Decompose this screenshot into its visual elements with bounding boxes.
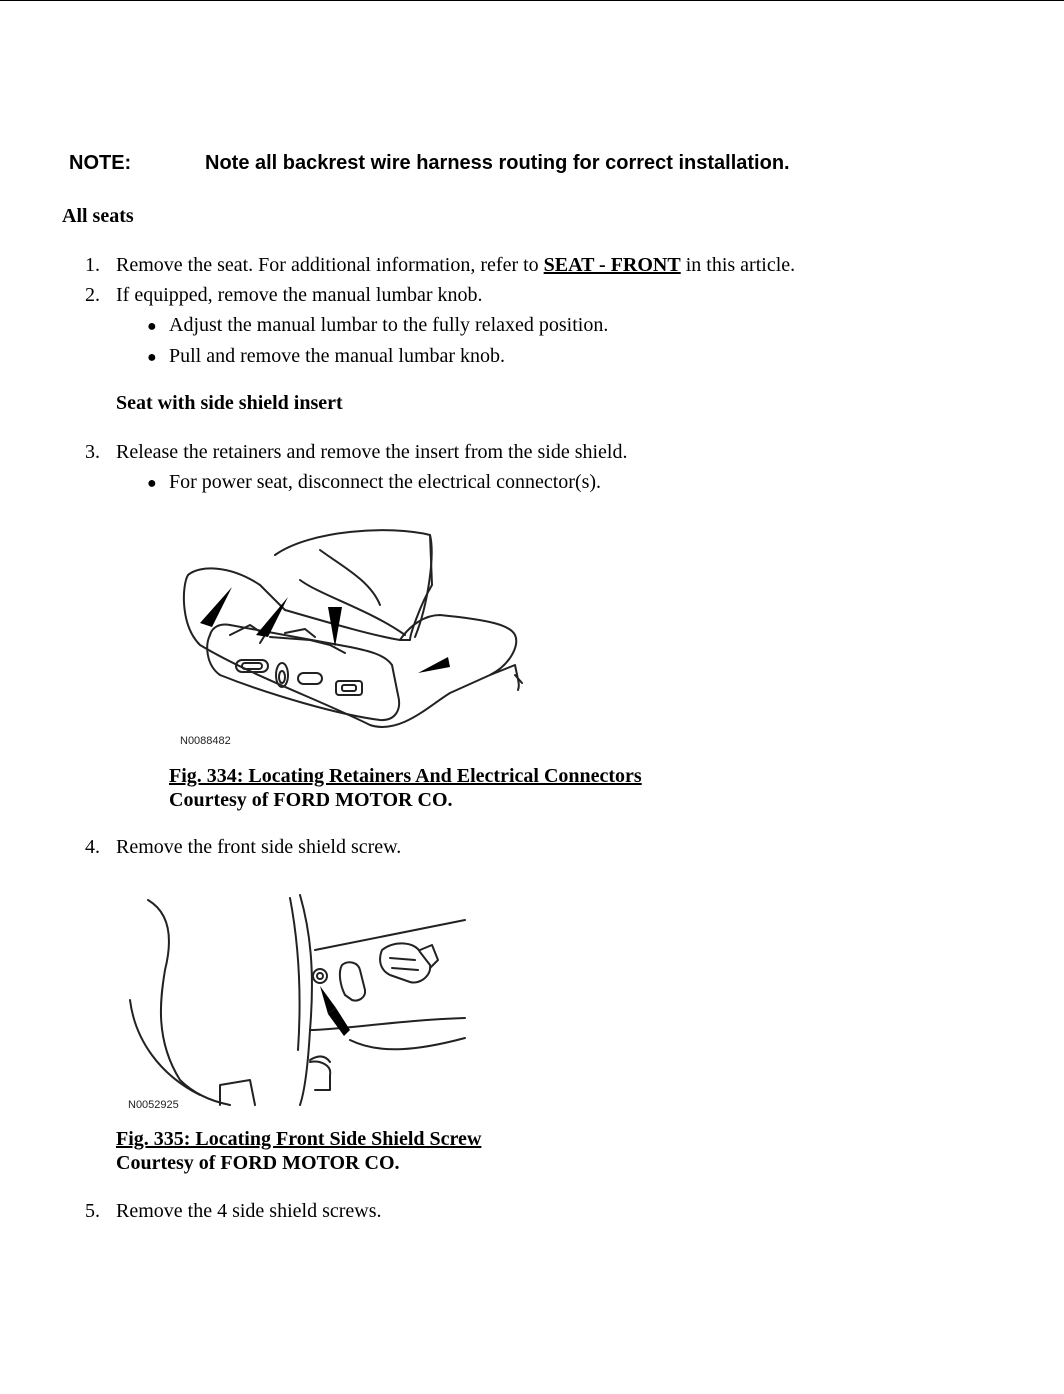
bullet-text: Adjust the manual lumbar to the fully relaxed position. [169,314,609,336]
figure-code: N0052925 [128,1099,179,1111]
front-side-shield-screw-illustration [120,890,480,1115]
step-number: 3. [85,441,100,463]
step-number: 4. [85,836,100,858]
step-number: 1. [85,254,100,276]
figure-courtesy: Courtesy of FORD MOTOR CO. [169,789,453,811]
bullet-icon: ● [147,318,157,335]
step-text: Remove the 4 side shield screws. [116,1200,382,1222]
subheading: Seat with side shield insert [116,392,343,414]
figure-courtesy: Courtesy of FORD MOTOR CO. [116,1152,400,1174]
step-text-before: Remove the seat. For additional information, refer to [116,254,544,276]
step-text: Release the retainers and remove the insert from the side shield. [116,441,628,463]
note-text: Note all backrest wire harness routing for correct installation. [205,152,790,174]
step-number: 2. [85,284,100,306]
bullet-text: For power seat, disconnect the electrical connector(s). [169,471,602,493]
step-text: If equipped, remove the manual lumbar knob. [116,284,483,306]
bullet-icon: ● [147,475,157,492]
step-text-after: in this article. [680,254,796,276]
step-text [116,254,795,277]
note-label: NOTE: [69,152,132,174]
bullet-icon: ● [147,349,157,366]
step-text: Remove the front side shield screw. [116,836,402,858]
figure-caption: Fig. 334: Locating Retainers And Electrical Connectors [169,765,642,787]
seat-front-link[interactable]: SEAT - FRONT [543,254,681,276]
step-number: 5. [85,1200,100,1222]
seat-side-shield-illustration [170,525,530,755]
bullet-text: Pull and remove the manual lumbar knob. [169,345,506,367]
page-top-rule [0,0,1064,1]
figure-caption: Fig. 335: Locating Front Side Shield Screw [116,1128,482,1150]
figure-code: N0088482 [180,735,231,747]
section-heading: All seats [62,205,134,227]
